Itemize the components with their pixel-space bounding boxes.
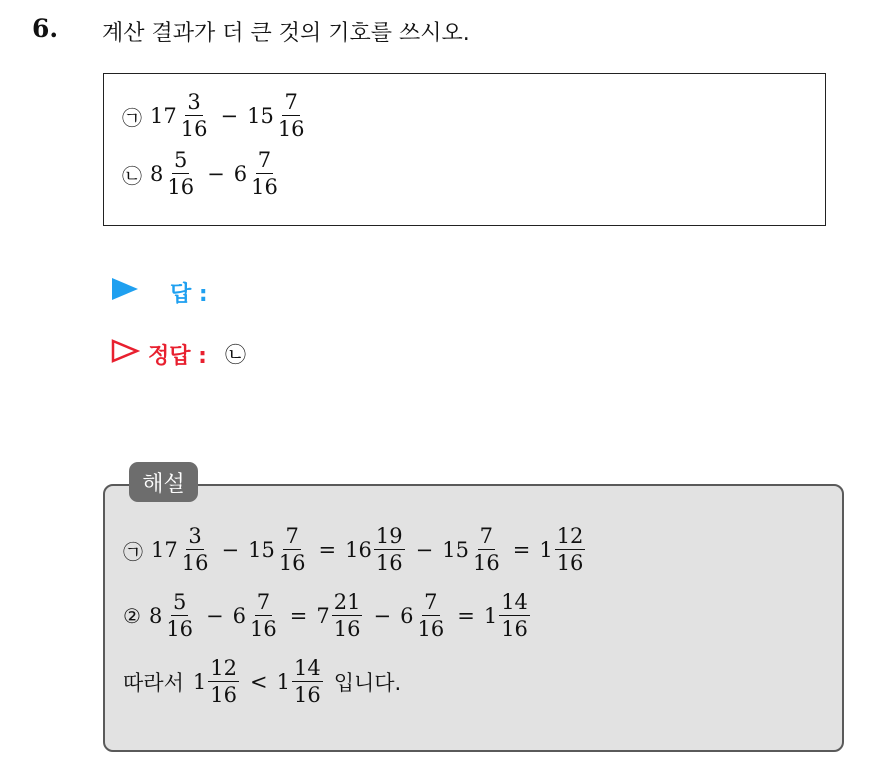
conclusion-suffix: 입니다. (333, 671, 402, 695)
whole-number: 17 (151, 538, 178, 562)
whole-number: 1 (483, 604, 498, 628)
operator: − (220, 104, 239, 128)
equals-sign: = (318, 538, 337, 562)
numerator: 12 (210, 656, 237, 680)
circled-label: ㉠ (122, 105, 142, 130)
fraction (555, 526, 586, 574)
whole-number: 7 (316, 604, 330, 628)
denominator: 16 (472, 551, 500, 575)
whole-number: 1 (539, 538, 553, 562)
denominator: 16 (180, 117, 208, 141)
denominator: 16 (277, 117, 305, 141)
numerator: 7 (424, 590, 438, 614)
denominator: 16 (293, 683, 321, 707)
equals-sign: = (512, 538, 531, 562)
equals-sign: = (289, 604, 308, 628)
fraction (292, 658, 323, 706)
denominator: 16 (556, 551, 584, 575)
whole-number: 1 (192, 670, 207, 694)
fraction (499, 592, 530, 640)
outline-triangle-icon (110, 338, 144, 370)
correct-answer-label: 정답 : (148, 343, 207, 369)
fraction (179, 92, 210, 140)
numerator: 7 (257, 148, 272, 172)
circled-label: ㉡ (122, 163, 142, 188)
fraction (164, 592, 195, 640)
equals-sign: = (457, 604, 475, 628)
numerator: 7 (285, 524, 299, 548)
numerator: 12 (556, 524, 584, 548)
numerator: 7 (256, 590, 271, 614)
explanation-line-1 (123, 526, 587, 574)
fraction (208, 658, 239, 706)
fraction (276, 92, 307, 140)
whole-number: 6 (233, 162, 248, 186)
circled-label: ② (123, 604, 141, 628)
operator: − (373, 604, 392, 628)
denominator: 16 (181, 551, 209, 575)
explanation-line-2 (123, 592, 532, 640)
whole-number: 8 (150, 162, 164, 186)
conclusion-prefix: 따라서 (123, 671, 184, 695)
denominator: 16 (167, 175, 195, 199)
denominator: 16 (333, 617, 361, 641)
less-than-sign: < (249, 670, 268, 694)
correct-answer-value: ㉡ (224, 343, 246, 367)
denominator: 16 (166, 617, 194, 641)
fraction (165, 150, 196, 198)
explanation-line-3 (123, 658, 401, 706)
fraction (248, 592, 279, 640)
whole-number: 17 (150, 104, 177, 128)
circled-label: ㉠ (123, 539, 143, 564)
whole-number: 16 (345, 538, 372, 562)
fraction (277, 526, 308, 574)
numerator: 3 (188, 524, 202, 548)
numerator: 3 (187, 90, 201, 114)
denominator: 16 (251, 175, 278, 199)
denominator: 16 (375, 551, 403, 575)
whole-number: 15 (248, 538, 275, 562)
whole-number: 15 (247, 104, 274, 128)
operator: − (206, 604, 224, 628)
question-line-1 (122, 92, 309, 140)
whole-number: 1 (276, 670, 290, 694)
filled-triangle-icon (110, 276, 144, 308)
denominator: 16 (250, 617, 277, 641)
fraction (415, 592, 446, 640)
fraction (249, 150, 280, 198)
numerator: 7 (479, 524, 494, 548)
explanation-tab: 해설 (129, 462, 198, 502)
question-number: 6. (32, 14, 59, 43)
fraction (374, 526, 405, 574)
answer-prompt (110, 276, 208, 308)
denominator: 16 (278, 551, 306, 575)
question-line-2 (122, 150, 282, 198)
numerator: 21 (333, 590, 361, 614)
whole-number: 15 (442, 538, 469, 562)
numerator: 7 (284, 90, 298, 114)
numerator: 14 (501, 590, 528, 614)
operator: − (415, 538, 434, 562)
numerator: 5 (172, 590, 187, 614)
whole-number: 8 (148, 604, 163, 628)
answer-label: 답 : (170, 281, 208, 307)
explanation-box (103, 484, 844, 752)
numerator: 19 (375, 524, 403, 548)
denominator: 16 (417, 617, 445, 641)
correct-answer (110, 338, 246, 370)
operator: − (207, 162, 225, 186)
numerator: 5 (174, 148, 188, 172)
question-text: 계산 결과가 더 큰 것의 기호를 쓰시오. (102, 21, 470, 46)
fraction (471, 526, 502, 574)
whole-number: 6 (232, 604, 247, 628)
operator: − (221, 538, 240, 562)
whole-number: 6 (400, 604, 414, 628)
question-box (103, 73, 826, 226)
fraction (180, 526, 211, 574)
denominator: 16 (501, 617, 528, 641)
fraction (332, 592, 363, 640)
numerator: 14 (293, 656, 321, 680)
denominator: 16 (210, 683, 237, 707)
